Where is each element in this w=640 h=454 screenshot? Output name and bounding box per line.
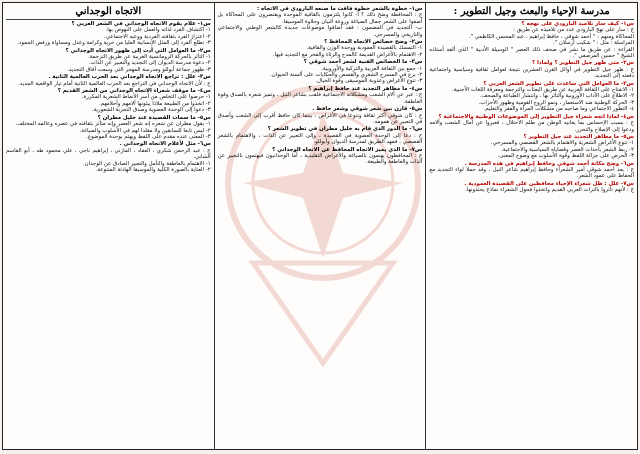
answer-text: ٣- تطلع الفرد إلى المثل الإنسانية العليا من حرية وكرامة وعدل ومساواة ورفض الجمود.	[17, 40, 211, 47]
answer-text: ١- اكتشاف الفرد لذاته والعمل على النهوض بها.	[105, 27, 211, 34]
answer-text: ١- حرصوا على التخلص من أسر الأنماط الشعرية المكررة.	[81, 94, 211, 101]
answer-text: ج : عبد الرحمن شكري ، العقاد ، المازني ، إبراهيم ناجي ، علي محمود طه ، أبو القاسم الشابي.	[5, 147, 211, 161]
question-heading: س٧- ما الذي يميز الاتجاه المحافظ عن الاتجاه الوجداني ؟	[272, 146, 423, 153]
question-heading: س٢- وضح خصائص الاتجاه المحافظ ؟	[324, 39, 423, 46]
answer-text: ٢- برع في المسرح الشعري والقصص والحكايات على ألسنة الحيوان.	[270, 72, 423, 79]
question-heading: س٥- قارن بين شعر شوقي وشعر حافظ .	[312, 106, 423, 113]
answer-text: ١- الانفتاح على الثقافة الغربية عن طريق البعثات والترجمة ومعرفة اللغات الأجنبية.	[451, 87, 634, 94]
three-columns	[3, 3, 637, 449]
answer-text: ٣- تنوع الأغراض وعذوبة الموسيقى وقوة الخيال.	[315, 78, 423, 85]
answer-text: ١- التمسك بالقصيدة العمودية ووحدة الوزن والقافية.	[306, 45, 423, 52]
answer-text: ٢- الاطلاع على الآداب الأوروبية والتأثر بها ، وانتشار الطباعة والصحف.	[480, 93, 634, 100]
column-left-body	[6, 21, 211, 173]
answer-text: ج : بسبب الإحساس بما يعانيه الوطن من ظلم الاحتلال ، فعبروا عن آمال الشعب وآلامه ودعوا إلى الإصلاح والتحرر.	[429, 120, 634, 133]
answer-text: ج : سار على نهج البارودي عدد من تلاميذه عن طريق :	[513, 27, 634, 34]
answer-text: ٢- الاهتمام بالأغراض القديمة كالمدح والرثاء والفخر مع التجديد فيها.	[272, 51, 423, 58]
question-heading: س١- علام يقوم الاتجاه الوجداني في الشعر العربي ؟	[71, 21, 211, 27]
answer-text: ٢- ربط الشعر بأحداث العصر وقضاياه السياسية والاجتماعية.	[501, 146, 634, 153]
answer-text: ج : ظهر جيل التطوير في أوائل القرن العشرين نتيجة لعوامل ثقافية وسياسية واجتماعية دفعته إلى التجديد.	[429, 66, 634, 80]
question-heading: س٤- ما موقف شعراء الاتجاه الوجداني من الشعر القديم ؟	[57, 88, 211, 95]
answer-text: ١- يقول مطران عن شعره إنه شعر العصر وإنه متأثر بثقافته في عصره وعالمه المختلف.	[15, 121, 211, 128]
question-heading: س١- خطوة بالشعر خطوة فاقت ما صنعه البارودي في الاتجاه :	[256, 6, 423, 12]
answer-text: ٣- الحرص على جزالة اللفظ وقوة الأسلوب مع وضوح المعنى.	[497, 153, 634, 160]
answer-text: المحاكاة ومنهم : " أحمد شوقي ، حافظ إبراهيم ، عبد المحسن الكاظمي ".	[468, 33, 634, 40]
question-heading: س٣- علل : تراجع الاتجاه الوجداني بعد الحرب العالمية الثانية .	[48, 74, 211, 81]
divider	[6, 19, 211, 20]
answer-text: ٣- ظهور جماعة أبوللو ومدرسة المهجر التي وسعت آفاق التجديد.	[67, 66, 211, 73]
answer-text: القراءة : عن طريق ما نشر في صحف ذلك العصر " الوسيلة الأدبية " الذي ألفه أستاذه الشيخ " حسين المرصفي ".	[429, 46, 634, 60]
column-left	[3, 3, 214, 449]
question-heading: س٥- ما سمات القصيدة عند خليل مطران ؟	[97, 114, 211, 121]
question-heading: س٢- متى ظهر جيل التطوير ؟ ولماذا ؟	[532, 60, 634, 67]
answer-text: ٢- اتخذوا من الطبيعة ملاذا يبثونها آلامهم وأحلامهم.	[99, 100, 211, 107]
answer-text: ٢- العناية بالصورة الكلية والموسيقا الهادئة المتنوعة.	[95, 166, 211, 173]
question-heading: س٣- ما الخصائص الفنية لشعر أحمد شوقي ؟	[303, 59, 423, 66]
column-middle	[214, 3, 426, 449]
column-right	[425, 3, 637, 449]
column-right-title: مدرسة الإحياء والبعث وجيل التطوير :	[453, 6, 610, 17]
answer-text: ٣- المعنى عنده مقدم على اللفظ ويهتم بوحدة الموضوع.	[86, 133, 211, 140]
column-middle-body	[218, 6, 423, 166]
question-heading: س٣- ما العوامل التي ساعدت على تطوير الشعر العربي ؟	[483, 80, 634, 87]
question-heading: س٦- مثل لأعلام الاتجاه الوجداني .	[119, 141, 211, 148]
column-right-body	[429, 21, 634, 194]
question-heading: س٢- ما العوامل التي أدت إلى ظهور الاتجاه الوجداني ؟	[65, 47, 211, 54]
answer-text: ٢- دعوة مدرسة الديوان إلى التجديد والتعبير عن الذات.	[88, 60, 211, 67]
answer-text: ج : عبر عن آلام الشعب ومشكلاته الاجتماعية فلقب بشاعر النيل ، وتميز شعره بالصدق وقوة العاطفة.	[217, 92, 423, 105]
answer-text: ج : كان شوقي أكثر ثقافة وتنوعا في الأغراض ، بينما كان حافظ أقرب إلى الشعب وأصدق في التعبير عن همومه.	[217, 112, 423, 125]
answer-text: ٢- ليس تابعا للسابقين ولا مقلدا لهم في الأسلوب والصياغة.	[79, 127, 211, 134]
answer-text: ب- التجديد في المضمون : فقد أضافوا موضوعات جديدة كالشعر الوطني والاجتماعي والتاريخي والمسرحي.	[217, 25, 423, 38]
answer-text: ٣- دعوا إلى الوحدة العضوية وصدق التجربة الشعورية.	[91, 107, 211, 114]
answer-text: ١- الاهتمام بالعاطفة والتأمل والتعبير الصادق عن الوجدان.	[82, 160, 211, 167]
answer-text: المراسلة : مثل : " شكيب أرسلان ".	[552, 40, 634, 47]
answer-text: ج : لأن الاتجاه الوجداني في التراجع بعد الحرب العالمية الثانية أمام تيار الواقعية الجديد.	[18, 80, 211, 87]
question-heading: س٦- وضح مكانة أحمد شوقي وحافظ إبراهيم في هذه المدرسة .	[464, 160, 634, 167]
question-heading: س٧- علل : ظل شعراء الإحياء محافظين على القصيدة العمودية .	[464, 180, 634, 187]
question-heading: س٥- ما مظاهر التجديد عند جيل التطوير ؟	[523, 133, 634, 140]
answer-text: ج : يعد أحمد شوقي أمير الشعراء وحافظ إبراهيم شاعر النيل ، وقد حملا لواء التجديد مع الحفاظ على عمود الشعر.	[429, 166, 634, 180]
answer-text: ٢- اعتزاز الفرد بثقافته الفردية ووعيه الاجتماعي.	[103, 33, 211, 40]
answer-text: ج : المحافظة وضح ذلك ؟ أ- كانوا يلتزمون بالقافية الموحدة ويقتصرون على المحاكاة بل أضفوا على الشعر جمال الصياغة وروعة البيان وحلاوة الموسيقا.	[217, 12, 423, 25]
question-heading: س٤- ما مظاهر التجديد عند حافظ إبراهيم ؟	[308, 85, 423, 92]
answer-text: ٤- التطور الاجتماعي وما صاحبه من مشكلات المرأة والفقر والتعليم.	[483, 106, 634, 113]
column-left-title: الاتجاه الوجداني	[75, 6, 142, 17]
divider	[429, 19, 634, 20]
answer-text: ١- التأثر بالحركة الرومانسية الغربية عن طريق الترجمة.	[88, 54, 211, 61]
question-heading: س٦- ما الدور الذي قام به خليل مطران في تطوير الشعر ؟	[267, 126, 423, 133]
question-heading: س١- كيف سار تلاميذ البارودي على نهجه ؟	[521, 21, 634, 27]
answer-text: ج : دعا إلى الوحدة العضوية في القصيدة ، وإلى التعبير عن الذات ، والاهتمام بالشعر القصصي ، فمهد الطريق لمدرسة الديوان وأبوللو.	[217, 132, 423, 146]
answer-text: ١- جمع بين الثقافة العربية والتركية والأوروبية.	[321, 65, 423, 72]
answer-text: ١- تنوع الأغراض الشعرية والاهتمام بالشعر القصصي والمسرحي.	[490, 140, 634, 147]
worksheet-page	[2, 2, 638, 450]
question-heading: س٤- لماذا اتجه شعراء جيل التطوير إلى الموضوعات الوطنية والاجتماعية ؟	[438, 113, 634, 120]
answer-text: ج : لأنهم تأثروا بالتراث العربي القديم واتخذوا فحول الشعراء نماذج يحتذونها.	[465, 187, 634, 194]
answer-text: ٣- الحركة الوطنية ضد الاستعمار ، ونمو الروح القومية وظهور الأحزاب.	[478, 99, 634, 106]
answer-text: ج : المحافظون يهتمون بالصياغة والأغراض التقليدية ، أما الوجدانيون فيهتمون بالتعبير عن الذات والعاطفة والطبيعة.	[217, 152, 423, 166]
